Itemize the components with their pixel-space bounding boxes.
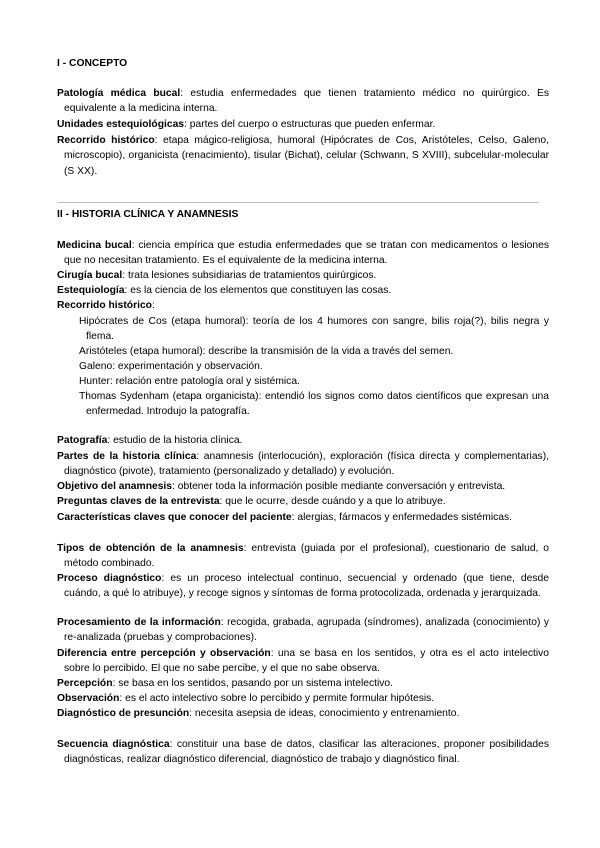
term: Patografía — [57, 435, 108, 446]
term: Diagnóstico de presunción — [57, 708, 190, 719]
history-item: Hunter: relación entre patología oral y sistémica. — [79, 376, 300, 387]
term: Unidades estequiológicas — [57, 119, 185, 130]
definition-observacion — [57, 691, 549, 706]
definition-proceso-diagnostico — [57, 571, 549, 602]
definition-text: : etapa mágico-religiosa, humoral (Hipócrates de Cos, Aristóteles, Celso, Galeno, microscopio), organicista (renacimiento), tisular (Bichat), celular (Schwann, S XVIII), subcelular-molecular (S XX). — [64, 135, 549, 177]
definition-estequiologia — [57, 283, 549, 298]
definition-patografia — [57, 433, 549, 448]
definition-text: : ciencia empírica que estudia enfermedades que se tratan con medicamentos o lesiones que no necesitan tratamiento. Es el equivalente de la medicina interna. — [64, 240, 549, 267]
term: Estequiología — [57, 285, 125, 296]
term: Proceso diagnóstico — [57, 573, 162, 584]
section-2-heading: II - HISTORIA CLÍNICA Y ANAMNESIS — [57, 209, 239, 220]
history-item: Thomas Sydenham (etapa organicista): entendió los signos como datos científicos que expresan una enfermedad. Introdujo la patografía. — [79, 391, 549, 418]
definition-objetivo-anamnesis — [57, 479, 549, 494]
term: Preguntas claves de la entrevista — [57, 496, 220, 507]
definition-preguntas-claves — [57, 494, 549, 509]
definition-percepcion — [57, 676, 549, 691]
definition-text: : necesita asepsia de ideas, conocimiento y entrenamiento. — [189, 708, 460, 719]
definition-diferencia — [57, 646, 549, 677]
term: Diferencia entre percepción y observación — [57, 648, 271, 659]
term: Objetivo del anamnesis — [57, 481, 173, 492]
definition-secuencia-diagnostica — [57, 737, 549, 768]
term: Recorrido histórico — [57, 300, 152, 311]
definition-text: : estudio de la historia clínica. — [107, 435, 243, 446]
definition-caracteristicas — [57, 510, 549, 525]
definition-partes-historia — [57, 449, 549, 480]
section-divider — [57, 202, 539, 203]
term: Secuencia diagnóstica — [57, 739, 170, 750]
term: Partes de la historia clínica — [57, 451, 197, 462]
term: Procesamiento de la información — [57, 617, 221, 628]
term: Observación — [57, 693, 120, 704]
definition-recorrido-2 — [57, 298, 549, 313]
definition-text: : es el acto intelectivo sobre lo percibido y permite formular hipótesis. — [119, 693, 435, 704]
history-item: Aristóteles (etapa humoral): describe la transmisión de la vida a través del semen. — [79, 346, 454, 357]
definition-patologia — [57, 86, 549, 117]
definition-diagnostico-presuncion — [57, 706, 549, 721]
definition-text: : anamnesis (interlocución), exploración (física directa y complementarias), diagnóstico (pivote), tratamiento (personalizado y detallado) y evolución. — [64, 451, 549, 478]
definition-text: : alergias, fármacos y enfermedades sistémicas. — [291, 512, 512, 523]
definition-text: : trata lesiones subsidiarias de tratamientos quirúrgicos. — [122, 270, 377, 281]
term: Características claves que conocer del paciente — [57, 512, 292, 523]
term: Patología médica bucal — [57, 88, 181, 99]
definition-recorrido-1 — [57, 133, 549, 179]
definition-text: : que le ocurre, desde cuándo y a que lo atribuye. — [219, 496, 446, 507]
definition-text: : entrevista (guiada por el profesional), cuestionario de salud, o método combinado. — [64, 543, 549, 570]
definition-text: : — [151, 300, 155, 311]
definition-text: : una se basa en los sentidos, y otra es el acto intelectivo sobre lo percibido. El que no sabe percibe, y el que no sabe observa. — [64, 648, 550, 675]
history-item: Galeno: experimentación y observación. — [79, 361, 263, 372]
term: Percepción — [57, 678, 113, 689]
definition-tipos-obtencion — [57, 541, 549, 572]
term: Medicina bucal — [57, 240, 132, 251]
section-1-heading: I - CONCEPTO — [57, 58, 128, 69]
definition-text: : recogida, grabada, agrupada (síndromes), analizada (conocimiento) y re-analizada (pruebas y comprobaciones). — [64, 617, 549, 644]
history-item: Hipócrates de Cos (etapa humoral): teoría de los 4 humores con sangre, bilis roja(?), bilis negra y flema. — [79, 316, 549, 343]
definition-text: : estudia enfermedades que tienen tratamiento médico no quirúrgico. Es equivalente a la medicina interna. — [64, 88, 549, 115]
term: Tipos de obtención de la anamnesis — [57, 543, 244, 554]
definition-text: : partes del cuerpo o estructuras que pueden enfermar. — [184, 119, 436, 130]
definition-cirugia-bucal — [57, 268, 549, 283]
definition-text: : constituir una base de datos, clasificar las alteraciones, proponer posibilidades diagnósticas, realizar diagnóstico diferencial, diagnóstico de trabajo y diagnóstico final. — [64, 739, 549, 766]
definition-text: : es un proceso intelectual continuo, secuencial y ordenado (que tiene, desde cuándo, a qué lo atribuye), y recoge signos y síntomas de forma protocolizada, ordenada y jerarquizada. — [64, 573, 549, 600]
term: Cirugía bucal — [57, 270, 123, 281]
definition-text: : es la ciencia de los elementos que constituyen las cosas. — [124, 285, 392, 296]
definition-medicina-bucal — [57, 238, 549, 269]
definition-text: : obtener toda la información posible mediante conversación y entrevista. — [172, 481, 506, 492]
term: Recorrido histórico — [57, 135, 155, 146]
definition-text: : se basa en los sentidos, pasando por un sistema intelectivo. — [112, 678, 393, 689]
definition-procesamiento — [57, 615, 549, 646]
definition-unidades — [57, 117, 549, 132]
